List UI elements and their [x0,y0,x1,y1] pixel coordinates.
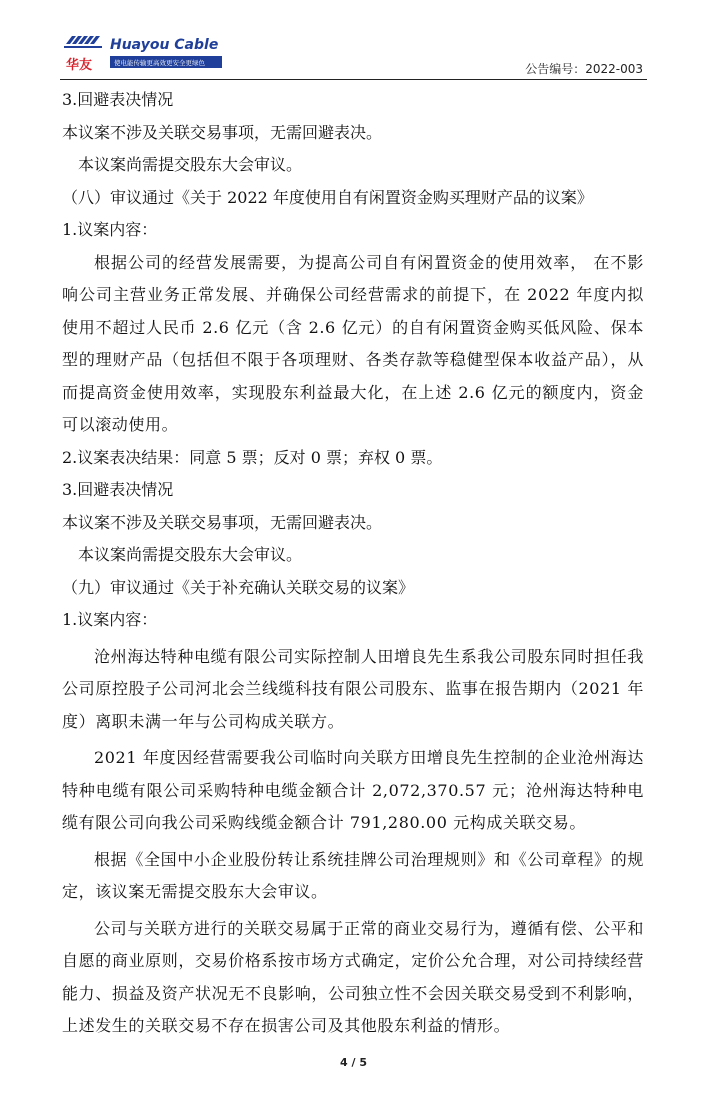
recusal-statement: 本议案不涉及关联交易事项，无需回避表决。 [62,122,383,142]
vote-result: 2.议案表决结果：同意 5 票；反对 0 票；弃权 0 票。 [62,447,443,467]
announcement-number: 公告编号：2022-003 [525,62,643,76]
company-logo [60,36,225,72]
related-party-transactions: 2021 年度因经营需要我公司临时向关联方田增良先生控制的企业沧州海达特种电缆有限公司采购特种电缆金额合计 2,072,370.57 元；沧州海达特种电缆有限公司向我公司采购线缆金额合计 791,280.00 元构成关联交易。 [62,748,644,832]
logo-cn-text: 华友 [66,58,93,72]
page-number: 4 / 5 [340,1056,367,1069]
shareholder-meeting-note: 本议案尚需提交股东大会审议。 [78,155,303,174]
page-header [0,0,707,80]
company-logo-graphic [60,36,225,72]
motion-content-heading: 1.议案内容： [62,220,158,239]
motion-8-content: 根据公司的经营发展需要，为提高公司自有闲置资金的使用效率， 在不影响公司主营业务正常发展、并确保公司经营需求的前提下，在 2022 年度内拟使用不超过人民币 2.6 亿元（含 2.6 亿元）的自有闲置资金购买低风险、保本型的理财产品（包括但不限于各项理财、各类存款等稳健型保本收益产品），从而提高资金使用效率，实现股东利益最大化，在上述 2.6 亿元的额度内，资金可以滚动使用。 [62,252,644,434]
logo-brand-text: Huayou Cable [110,37,219,53]
approval-rule-note: 根据《全国中小企业股份转让系统挂牌公司治理规则》和《公司章程》的规定，该议案无需提交股东大会审议。 [62,849,644,901]
recusal-statement: 本议案不涉及关联交易事项，无需回避表决。 [62,512,383,532]
related-party-description: 沧州海达特种电缆有限公司实际控制人田增良先生系我公司股东同时担任我公司原控股子公司河北会兰线缆科技有限公司股东、监事在报告期内（2021 年度）离职未满一年与公司构成关联方。 [62,646,644,731]
section-recusal-heading: 3.回避表决情况 [62,480,174,499]
motion-content-heading: 1.议案内容： [62,610,158,629]
logo-slogan-text: 使电能传输更高效更安全更绿色 [114,59,205,67]
motion-9-title: （九）审议通过《关于补充确认关联交易的议案》 [62,577,415,597]
section-recusal-heading: 3.回避表决情况 [62,90,174,109]
document-body [62,84,644,1043]
transaction-fairness-statement: 公司与关联方进行的关联交易属于正常的商业交易行为，遵循有偿、公平和自愿的商业原则，交易价格系按市场方式确定，定价公允合理，对公司持续经营能力、损益及资产状况无不良影响，公司独立性不会因关联交易受到不利影响，上述发生的关联交易不存在损害公司及其他股东利益的情形。 [62,918,644,1035]
shareholder-meeting-note: 本议案尚需提交股东大会审议。 [78,545,303,564]
header-divider [60,79,647,80]
motion-8-title: （八）审议通过《关于 2022 年度使用自有闲置资金购买理财产品的议案》 [62,187,593,207]
